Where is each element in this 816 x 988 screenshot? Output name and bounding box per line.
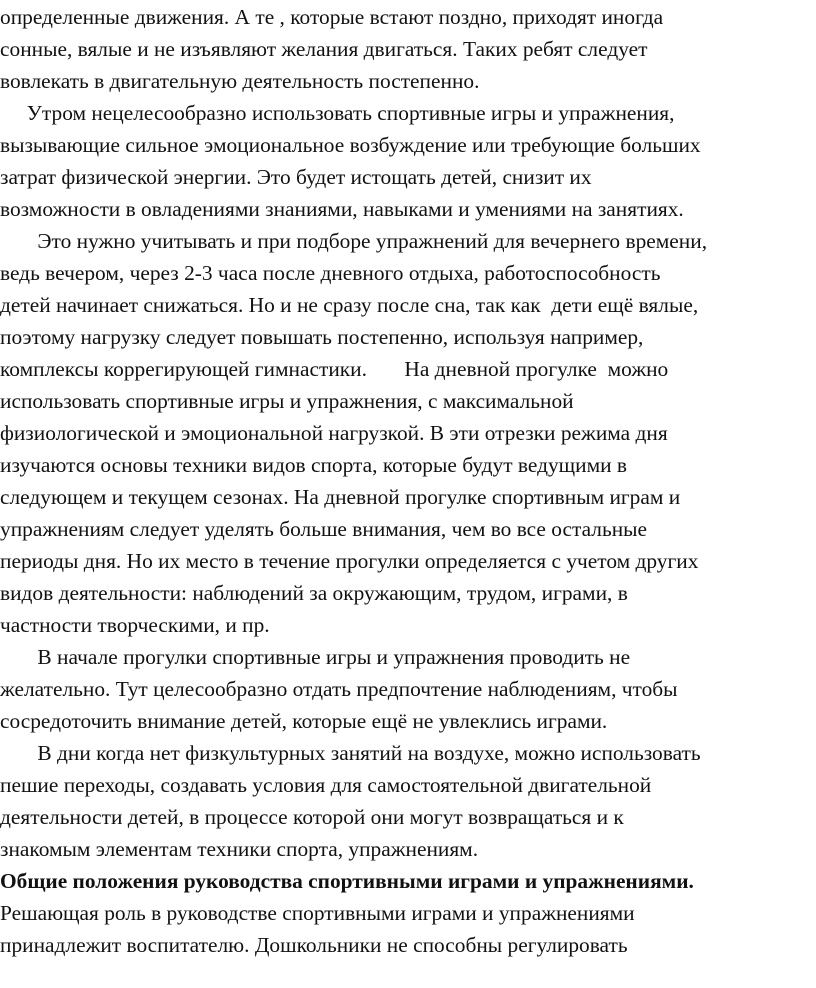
text-line: принадлежит воспитателю. Дошкольники не способны регулировать bbox=[0, 933, 628, 957]
text-line: Утром нецелесообразно использовать спортивные игры и упражнения, bbox=[0, 101, 675, 125]
text-line: периоды дня. Но их место в течение прогулки определяется с учетом других bbox=[0, 549, 699, 573]
text-line: затрат физической энергии. Это будет истощать детей, снизит их bbox=[0, 165, 592, 189]
text-line: использовать спортивные игры и упражнения, с максимальной bbox=[0, 389, 574, 413]
text-line: желательно. Тут целесообразно отдать предпочтение наблюдениям, чтобы bbox=[0, 677, 678, 701]
text-line: сонные, вялые и не изъявляют желания двигаться. Таких ребят следует bbox=[0, 37, 648, 61]
text-line: видов деятельности: наблюдений за окружающим, трудом, играми, в bbox=[0, 581, 628, 605]
text-line: В дни когда нет физкультурных занятий на воздухе, можно использовать bbox=[0, 741, 701, 765]
text-line: вовлекать в двигательную деятельность постепенно. bbox=[0, 69, 480, 93]
text-line: ведь вечером, через 2-3 часа после дневного отдыха, работоспособность bbox=[0, 261, 661, 285]
text-line: комплексы коррегирующей гимнастики. На дневной прогулке можно bbox=[0, 357, 669, 381]
text-line: пешие переходы, создавать условия для самостоятельной двигательной bbox=[0, 773, 652, 797]
text-line: упражнениям следует уделять больше внимания, чем во все остальные bbox=[0, 517, 648, 541]
text-line: физиологической и эмоциональной нагрузкой. В эти отрезки режима дня bbox=[0, 421, 668, 445]
text-line: определенные движения. А те , которые встают поздно, приходят иногда bbox=[0, 5, 664, 29]
text-line: Решающая роль в руководстве спортивными играми и упражнениями bbox=[0, 901, 635, 925]
section-heading: Общие положения руководства спортивными играми и упражнениями. bbox=[0, 869, 694, 893]
text-line: возможности в овладениями знаниями, навыками и умениями на занятиях. bbox=[0, 197, 684, 221]
text-line: деятельности детей, в процессе которой они могут возвращаться и к bbox=[0, 805, 624, 829]
text-line: следующем и текущем сезонах. На дневной прогулке спортивным играм и bbox=[0, 485, 681, 509]
text-line: изучаются основы техники видов спорта, которые будут ведущими в bbox=[0, 453, 628, 477]
text-line: частности творческими, и пр. bbox=[0, 613, 270, 637]
text-line: поэтому нагрузку следует повышать постепенно, используя например, bbox=[0, 325, 644, 349]
text-line: Это нужно учитывать и при подборе упражнений для вечернего времени, bbox=[0, 229, 708, 253]
text-line: детей начинает снижаться. Но и не сразу после сна, так как дети ещё вялые, bbox=[0, 293, 699, 317]
text-line: знакомым элементам техники спорта, упражнениям. bbox=[0, 837, 479, 861]
text-line: вызывающие сильное эмоциональное возбуждение или требующие больших bbox=[0, 133, 701, 157]
text-line: сосредоточить внимание детей, которые ещё не увлеклись играми. bbox=[0, 709, 608, 733]
text-line: В начале прогулки спортивные игры и упражнения проводить не bbox=[0, 645, 631, 669]
